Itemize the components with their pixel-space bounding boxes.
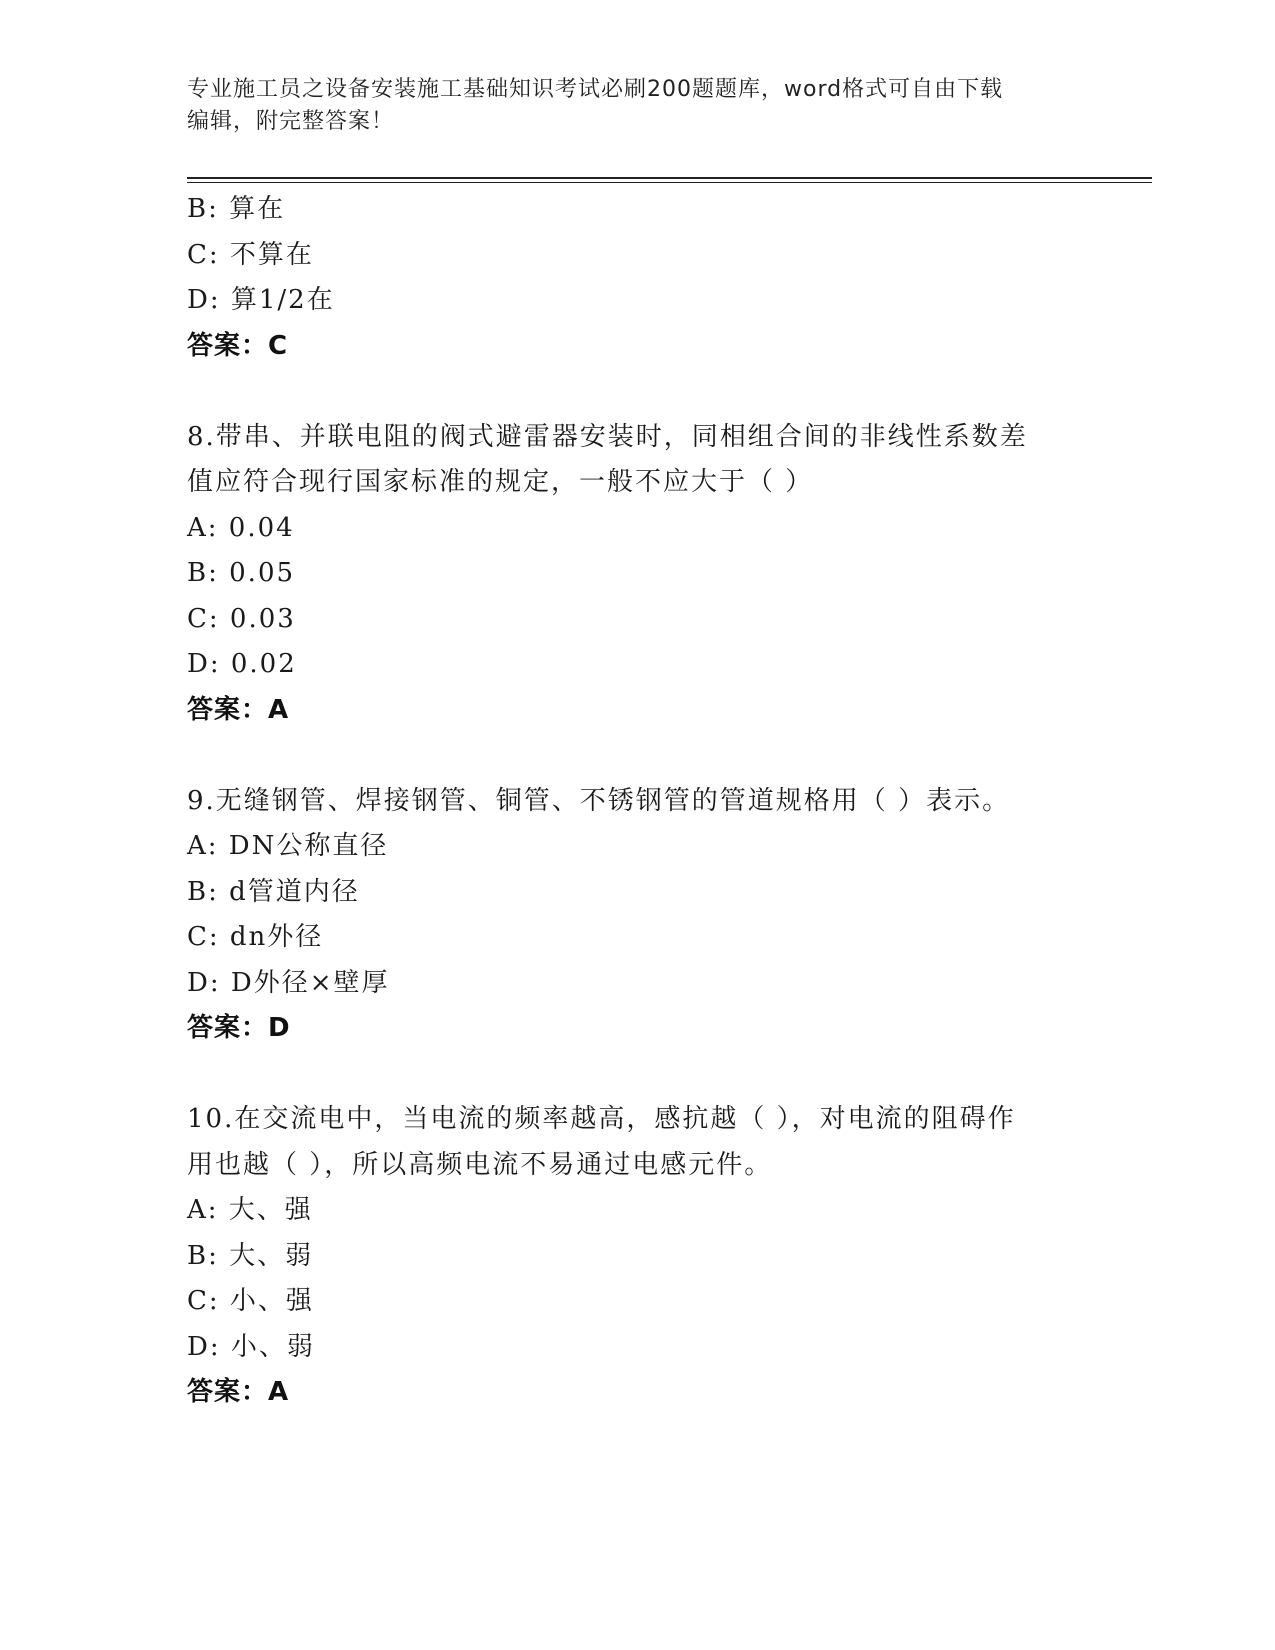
option-a: A: 0.04 <box>187 512 295 543</box>
header-line-2: 编辑，附完整答案！ <box>187 109 395 134</box>
header-divider-thick <box>187 177 1152 179</box>
question-block-7-continued <box>187 187 1087 369</box>
question-block-10 <box>187 1097 1087 1416</box>
option-b: B: 大、弱 <box>187 1240 314 1271</box>
answer-label: 答案：C <box>187 330 289 361</box>
option-d: D: 0.02 <box>187 649 297 679</box>
option-c: C: dn外径 <box>187 922 324 952</box>
option-b: B: 算在 <box>187 194 286 224</box>
option-d: D: 小、弱 <box>187 1331 315 1362</box>
document-header <box>187 74 1087 138</box>
option-c: C: 0.03 <box>187 603 296 634</box>
question-text-line: 8.带串、并联电阻的阀式避雷器安装时，同相组合间的非线性系数差 <box>187 421 1028 452</box>
option-b: B: d管道内径 <box>187 876 360 907</box>
answer-label: 答案：D <box>187 1013 291 1043</box>
question-text-line: 10.在交流电中，当电流的频率越高，感抗越（ ），对电流的阻碍作 <box>187 1104 1016 1134</box>
question-spacer <box>187 733 1087 779</box>
answer-label: 答案：A <box>187 694 290 725</box>
option-c: C: 不算在 <box>187 239 314 270</box>
question-content <box>187 187 1087 1416</box>
option-c: C: 小、强 <box>187 1286 314 1316</box>
answer-label: 答案：A <box>187 1377 290 1407</box>
question-spacer <box>187 369 1087 415</box>
option-a: A: 大、强 <box>187 1195 313 1225</box>
header-divider-thin <box>187 182 1152 183</box>
question-text-line: 用也越（ ），所以高频电流不易通过电感元件。 <box>187 1149 773 1180</box>
option-d: D: D外径×壁厚 <box>187 967 390 998</box>
option-b: B: 0.05 <box>187 558 296 588</box>
question-spacer <box>187 1052 1087 1098</box>
option-a: A: DN公称直径 <box>187 831 389 861</box>
question-text-line: 值应符合现行国家标准的规定，一般不应大于（ ） <box>187 467 814 497</box>
question-block-8 <box>187 415 1087 734</box>
header-line-1: 专业施工员之设备安装施工基础知识考试必刷200题题库，word格式可自由下载 <box>187 77 1004 102</box>
option-d: D: 算1/2在 <box>187 285 335 315</box>
question-block-9 <box>187 779 1087 1052</box>
question-text-line: 9.无缝钢管、焊接钢管、铜管、不锈钢管的管道规格用（ ）表示。 <box>187 785 1011 816</box>
